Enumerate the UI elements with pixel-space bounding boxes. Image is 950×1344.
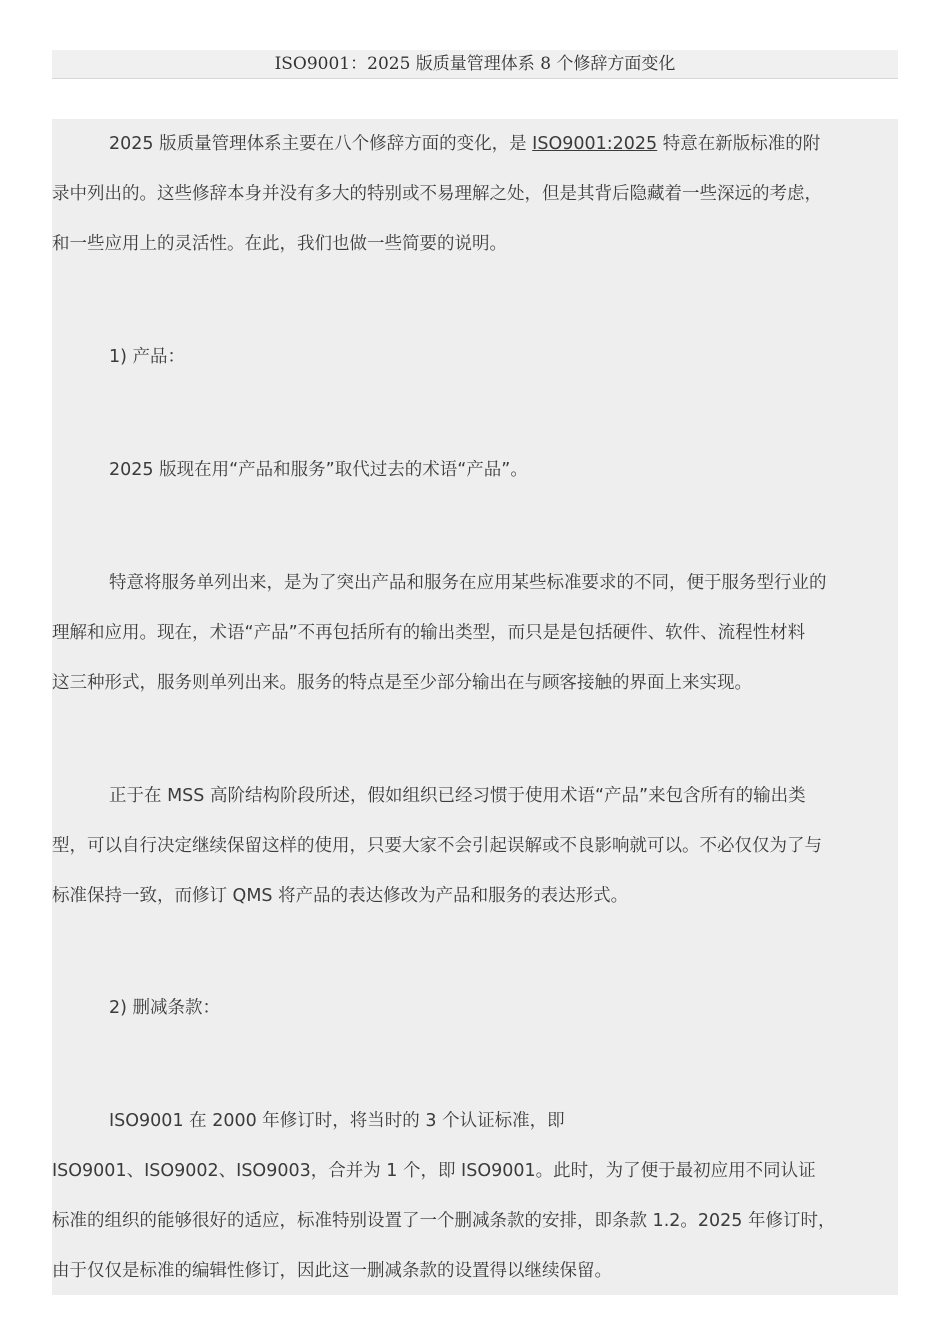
text-line: 这三种形式，服务则单列出来。服务的特点是至少部分输出在与顾客接触的界面上来实现。 (52, 673, 752, 693)
iso9001-2025-link[interactable]: ISO9001:2025 (532, 134, 658, 154)
text-line: 和一些应用上的灵活性。在此，我们也做一些简要的说明。 (52, 234, 507, 254)
text-line: 理解和应用。现在，术语“产品”不再包括所有的输出类型，而只是是包括硬件、软件、流程性材料 (52, 623, 806, 643)
text-line: 2) 删减条款： (109, 998, 221, 1018)
text-segment: 特意在新版标准的附 (657, 134, 821, 154)
text-line (109, 129, 820, 159)
text-line: ISO9001 在 2000 年修订时，将当时的 3 个认证标准，即 (109, 1111, 565, 1131)
text-line: 型，可以自行决定继续保留这样的使用，只要大家不会引起误解或不良影响就可以。不必仅仅为了与 (52, 836, 822, 856)
text-line: 正于在 MSS 高阶结构阶段所述，假如组织已经习惯于使用术语“产品”来包含所有的输出类 (109, 786, 806, 806)
text-line: 标准的组织的能够很好的适应，标准特别设置了一个删减条款的安排，即条款 1.2。2025 年修订时， (52, 1211, 836, 1231)
text-segment: 2025 版质量管理体系主要在八个修辞方面的变化，是 (109, 134, 533, 154)
page-header-title: ISO9001：2025 版质量管理体系 8 个修辞方面变化 (52, 50, 898, 79)
text-line: ISO9001、ISO9002、ISO9003，合并为 1 个，即 ISO9001。此时，为了便于最初应用不同认证 (52, 1161, 816, 1181)
text-line: 标准保持一致，而修订 QMS 将产品的表达修改为产品和服务的表达形式。 (52, 886, 629, 906)
article-body (52, 119, 898, 1295)
text-line: 特意将服务单列出来，是为了突出产品和服务在应用某些标准要求的不同，便于服务型行业的 (109, 573, 827, 593)
text-line: 由于仅仅是标准的编辑性修订，因此这一删减条款的设置得以继续保留。 (52, 1261, 612, 1281)
text-line: 2025 版现在用“产品和服务”取代过去的术语“产品”。 (109, 460, 528, 480)
text-line: 1) 产品： (109, 347, 186, 367)
text-line: 录中列出的。这些修辞本身并没有多大的特别或不易理解之处，但是其背后隐藏着一些深远的考虑， (52, 184, 822, 204)
